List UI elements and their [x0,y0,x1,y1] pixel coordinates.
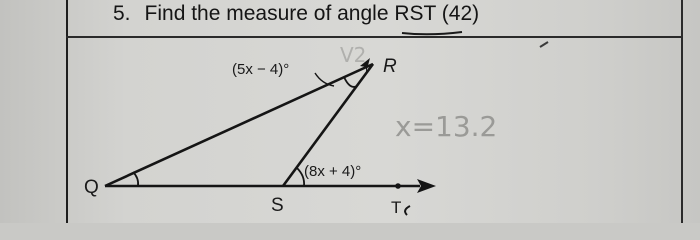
margin-note: V2 [340,43,367,67]
handwritten-answer: x=13.2 [395,110,498,143]
underline-mark [402,32,462,34]
vertex-q-label: Q [84,177,99,198]
vertex-s-label: S [271,195,284,216]
point-t [395,183,401,189]
angle-s-expression: (8x + 4)° [304,163,362,180]
problem-number: 5. [113,2,131,25]
t-tick-mark [405,206,410,215]
stray-mark [540,42,548,47]
angle-arc-r [344,77,357,87]
angle-arc-q [133,172,138,186]
problem-text: Find the measure of angle RST (42) [144,2,480,25]
angle-r-expression: (5x − 4)° [232,61,290,78]
vertex-r-label: R [383,56,397,77]
vertex-t-label: T [391,198,402,217]
